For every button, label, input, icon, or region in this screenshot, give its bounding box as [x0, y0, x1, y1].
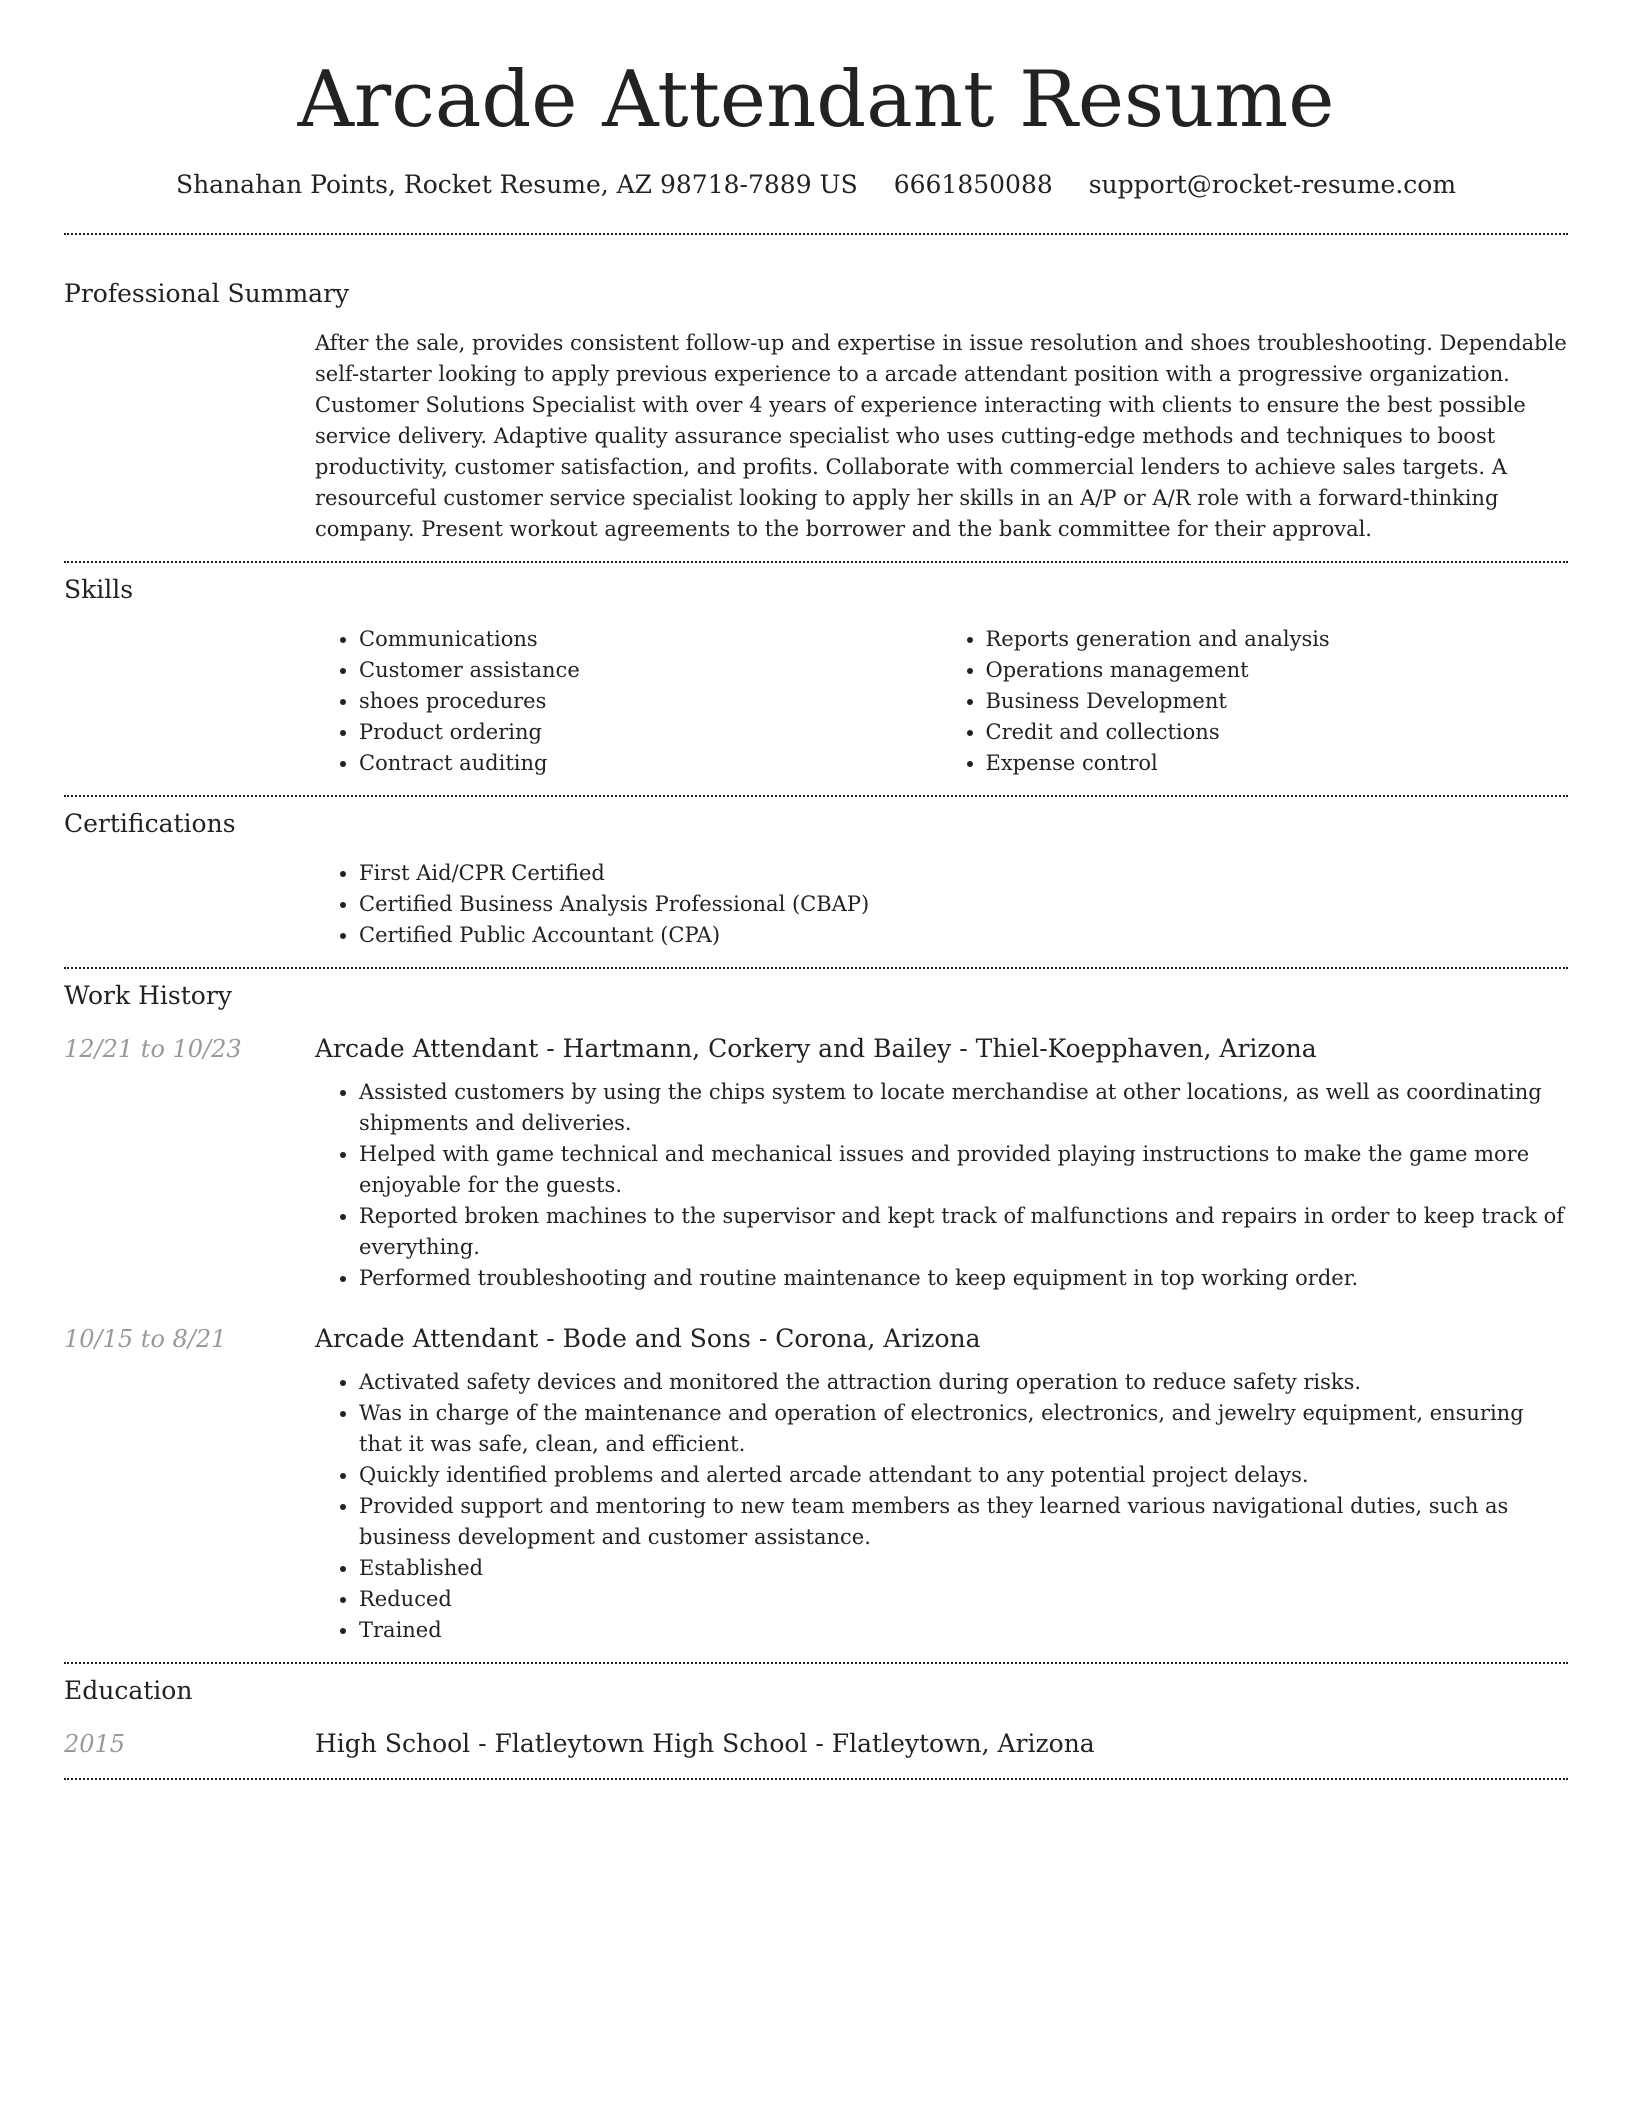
job-header-row [64, 1324, 1568, 1353]
job-details [315, 1367, 1568, 1646]
resume-title: Arcade Attendant Resume [297, 55, 1335, 145]
job-entry [64, 1034, 1568, 1294]
divider [64, 561, 1568, 563]
section-title-certifications: Certifications [64, 809, 236, 838]
education-date: 2015 [64, 1730, 126, 1758]
education-entry [64, 1729, 1568, 1758]
section-title-skills: Skills [64, 575, 134, 604]
job-bullet: • Performed troubleshooting and routine maintenance to keep equipment in top working order. [359, 1263, 1568, 1294]
job-dates: 12/21 to 10/23 [64, 1035, 242, 1063]
job-heading: Arcade Attendant - Bode and Sons - Corona, Arizona [315, 1324, 981, 1353]
divider [64, 967, 1568, 969]
summary-text: After the sale, provides consistent follow-up and expertise in issue resolution and shoes troubleshooting. Dependable self-starter looking to apply previous experience to a arcade attendant position with a progressive organization. Customer Solutions Specialist with over 4 years of experience interacting with clients to ensure the best possible service delivery. Adaptive quality assurance specialist who uses cutting-edge methods and techniques to boost productivity, customer satisfaction, and profits. Collaborate with commercial lenders to achieve sales targets. A resourceful customer service specialist looking to apply her skills in an A/P or A/R role with a forward-thinking company. Present workout agreements to the borrower and the bank committee for their approval. [315, 331, 1567, 541]
divider [64, 233, 1568, 235]
certifications-section [64, 809, 1568, 951]
skill-item: • shoes procedures [359, 686, 942, 717]
job-bullet: • Assisted customers by using the chips system to locate merchandise at other locations, as well as coordinating shipments and deliveries. [359, 1077, 1568, 1139]
job-bullet: • Established [359, 1553, 1568, 1584]
divider [64, 1778, 1568, 1780]
education-section [64, 1676, 1568, 1758]
work-history-section [64, 981, 1568, 1646]
job-details [315, 1077, 1568, 1294]
job-bullet: • Reported broken machines to the supervisor and kept track of malfunctions and repairs in order to keep track of everything. [359, 1201, 1568, 1263]
skill-item: • Operations management [986, 655, 1569, 686]
job-entry [64, 1324, 1568, 1646]
job-dates: 10/15 to 8/21 [64, 1325, 227, 1353]
divider [64, 1662, 1568, 1664]
summary-content [315, 328, 1568, 545]
skill-item: • Customer assistance [359, 655, 942, 686]
section-title-education: Education [64, 1676, 193, 1705]
contact-phone: 6661850088 [893, 170, 1053, 199]
contact-line [64, 170, 1568, 199]
contact-address: Shanahan Points, Rocket Resume, AZ 98718-7889 US [175, 170, 858, 199]
job-bullet: • Activated safety devices and monitored the attraction during operation to reduce safety risks. [359, 1367, 1568, 1398]
job-header-row [64, 1034, 1568, 1063]
job-bullet: • Reduced [359, 1584, 1568, 1615]
job-heading: Arcade Attendant - Hartmann, Corkery and Bailey - Thiel-Koepphaven, Arizona [315, 1034, 1317, 1063]
skill-item: • Communications [359, 624, 942, 655]
skills-list-left [315, 624, 942, 779]
education-heading: High School - Flatleytown High School - Flatleytown, Arizona [315, 1729, 1095, 1758]
section-title-summary: Professional Summary [64, 279, 350, 308]
certification-item: • First Aid/CPR Certified [359, 858, 1568, 889]
skills-section [64, 575, 1568, 779]
job-bullet: • Was in charge of the maintenance and operation of electronics, electronics, and jewelry equipment, ensuring that it was safe, clean, and efficient. [359, 1398, 1568, 1460]
skill-item: • Credit and collections [986, 717, 1569, 748]
certifications-content [315, 858, 1568, 951]
divider [64, 795, 1568, 797]
skill-item: • Reports generation and analysis [986, 624, 1569, 655]
certification-item: • Certified Public Accountant (CPA) [359, 920, 1568, 951]
job-bullet: • Provided support and mentoring to new team members as they learned various navigational duties, such as business development and customer assistance. [359, 1491, 1568, 1553]
job-bullets [315, 1367, 1568, 1646]
skill-item: • Contract auditing [359, 748, 942, 779]
certification-item: • Certified Business Analysis Professional (CBAP) [359, 889, 1568, 920]
job-bullet: • Quickly identified problems and alerted arcade attendant to any potential project delays. [359, 1460, 1568, 1491]
certifications-list [315, 858, 1568, 951]
skills-list-right [942, 624, 1569, 779]
job-bullet: • Helped with game technical and mechanical issues and provided playing instructions to make the game more enjoyable for the guests. [359, 1139, 1568, 1201]
summary-section [64, 279, 1568, 545]
skill-item: • Product ordering [359, 717, 942, 748]
contact-email: support@rocket-resume.com [1088, 170, 1457, 199]
job-bullets [315, 1077, 1568, 1294]
skill-item: • Business Development [986, 686, 1569, 717]
skill-item: • Expense control [986, 748, 1569, 779]
job-bullet: • Trained [359, 1615, 1568, 1646]
section-title-work-history: Work History [64, 981, 232, 1010]
skills-columns [315, 624, 1568, 779]
